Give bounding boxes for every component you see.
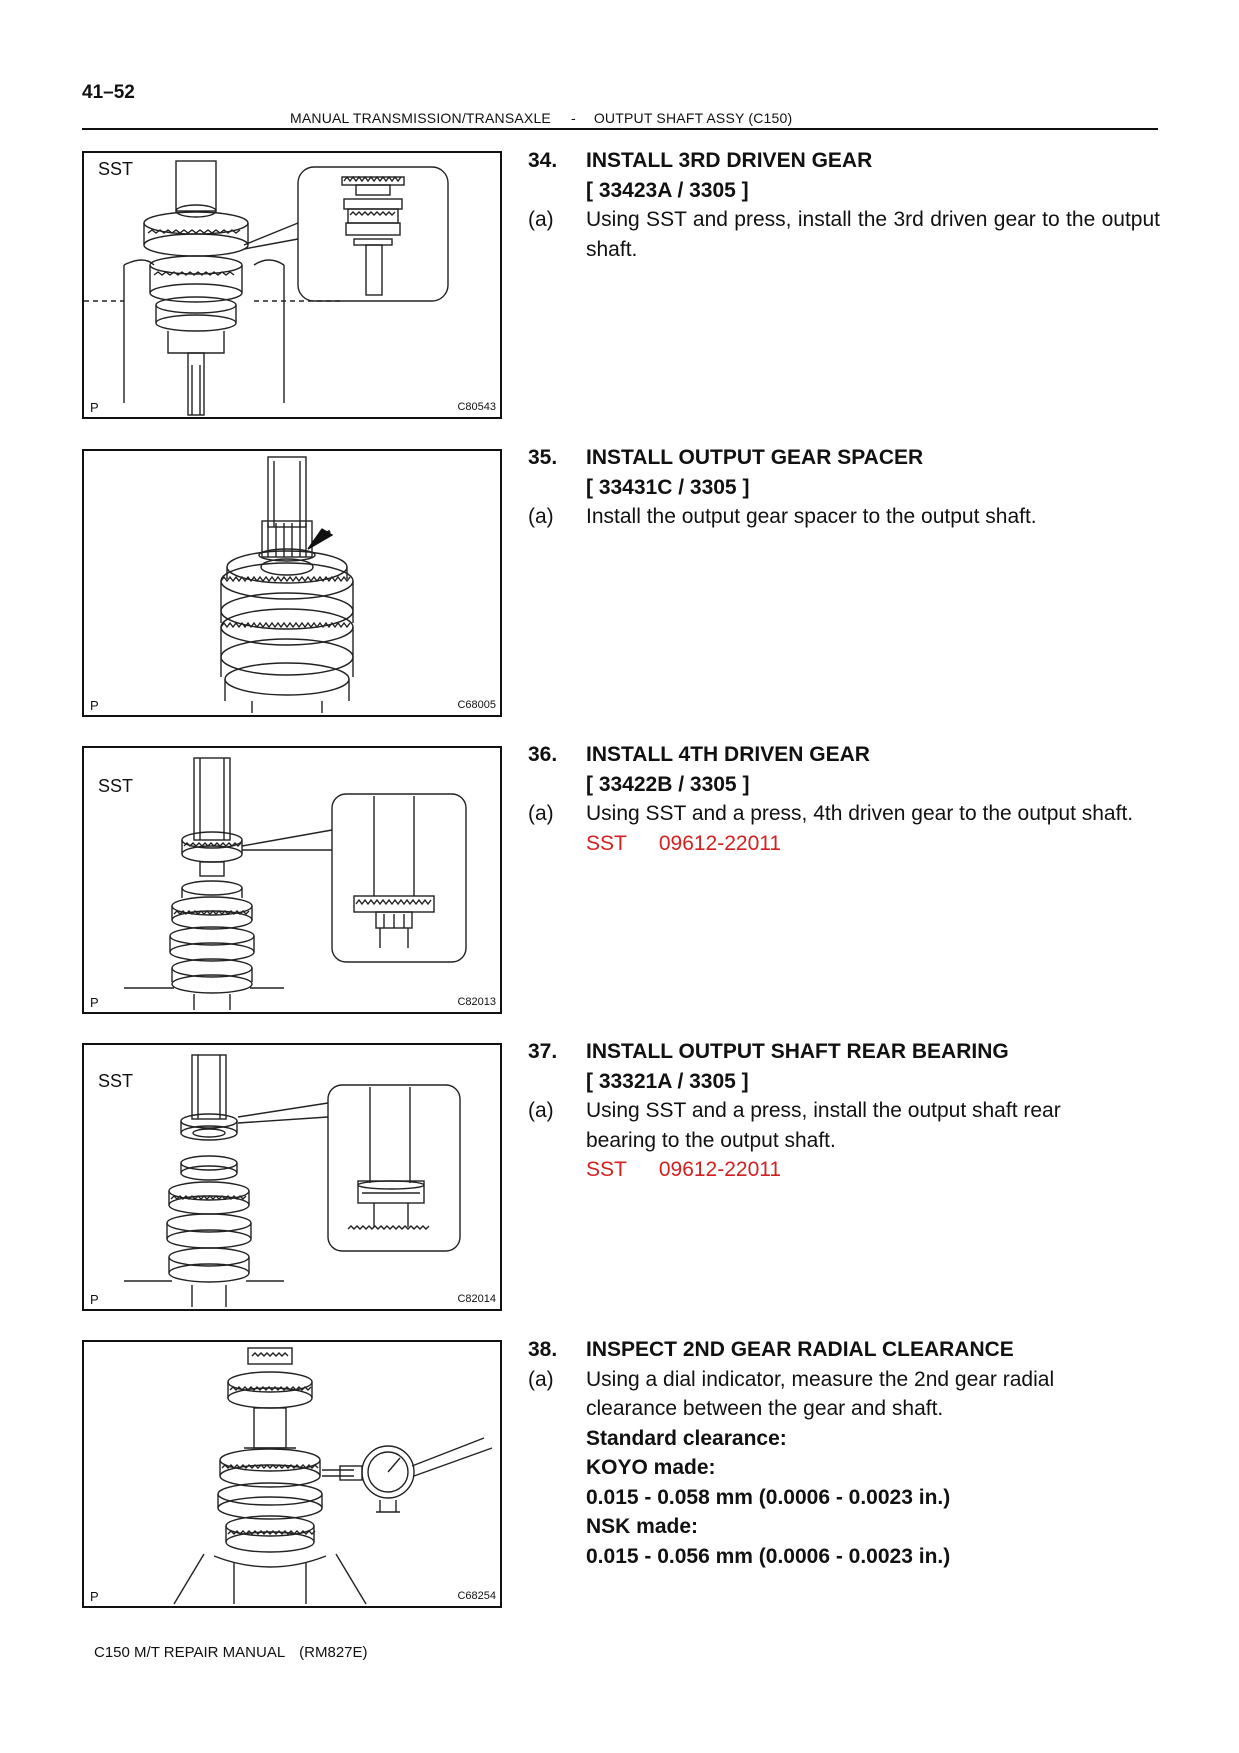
sub-text: Using SST and a press, 4th driven gear to the output shaft. (586, 802, 1134, 825)
figure-2nd-gear-clearance (82, 1340, 502, 1608)
spec-nsk-label: NSK made: (586, 1515, 699, 1538)
figure-rear-bearing (82, 1043, 502, 1311)
figure-code: C82014 (457, 1293, 496, 1305)
sub-letter: (a) (528, 802, 554, 825)
figure-4th-driven-gear (82, 746, 502, 1014)
sub-text: Install the output gear spacer to the output shaft. (586, 505, 1037, 528)
header-separator: - (570, 110, 576, 126)
step-number: 38. (528, 1338, 558, 1361)
step-title: INSTALL OUTPUT SHAFT REAR BEARING (586, 1040, 1009, 1063)
figure-code: C68005 (457, 699, 496, 711)
sst-reference (528, 829, 1160, 859)
figure-corner-label: P (90, 400, 99, 415)
sst-part-number: 09612-22011 (658, 1158, 782, 1181)
sub-letter: (a) (528, 1367, 554, 1391)
figure-corner-label: P (90, 995, 99, 1010)
step-36 (528, 740, 1160, 858)
page-footer (94, 1644, 368, 1661)
sst-callout: SST (98, 776, 134, 796)
sub-letter: (a) (528, 1099, 554, 1122)
step-37 (528, 1037, 1160, 1185)
sst-label: SST (586, 1158, 627, 1181)
page-header (290, 110, 792, 126)
step-number: 37. (528, 1040, 558, 1063)
step-ref: [ 33431C / 3305 ] (586, 475, 750, 499)
step-number: 34. (528, 149, 558, 172)
step-38 (528, 1335, 1160, 1571)
step-title: INSPECT 2ND GEAR RADIAL CLEARANCE (586, 1338, 1014, 1361)
sub-text: Using SST and press, install the 3rd driven gear to the output shaft. (586, 208, 1160, 261)
spec-koyo-label: KOYO made: (586, 1456, 716, 1479)
sst-part-number: 09612-22011 (658, 831, 782, 855)
sub-text: Using SST and a press, install the output shaft rear bearing to the output shaft. (586, 1099, 1061, 1152)
illustration-output-gear-spacer (84, 451, 500, 715)
step-number: 36. (528, 743, 558, 766)
figure-corner-label: P (90, 1292, 99, 1307)
footer-code: (RM827E) (299, 1644, 368, 1661)
illustration-4th-driven-gear (84, 748, 500, 1012)
header-subsection: OUTPUT SHAFT ASSY (C150) (593, 110, 793, 126)
sst-callout: SST (98, 1071, 134, 1091)
spec-nsk-value: 0.015 - 0.056 mm (0.0006 - 0.0023 in.) (586, 1544, 951, 1568)
sst-label: SST (586, 831, 627, 855)
figure-code: C80543 (457, 401, 496, 413)
figure-corner-label: P (90, 1589, 99, 1604)
figure-corner-label: P (90, 698, 99, 713)
step-34 (528, 146, 1160, 264)
illustration-3rd-driven-gear (84, 153, 500, 417)
step-title: INSTALL OUTPUT GEAR SPACER (586, 446, 924, 469)
header-rule (82, 128, 1158, 130)
spec-koyo-value: 0.015 - 0.058 mm (0.0006 - 0.0023 in.) (586, 1485, 951, 1509)
step-ref: [ 33321A / 3305 ] (586, 1069, 749, 1093)
page-number: 41–52 (82, 82, 135, 103)
illustration-rear-bearing (84, 1045, 500, 1309)
step-ref: [ 33422B / 3305 ] (586, 772, 750, 796)
figure-3rd-driven-gear (82, 151, 502, 419)
step-title: INSTALL 4TH DRIVEN GEAR (586, 743, 870, 766)
sub-letter: (a) (528, 505, 554, 528)
sub-text: Using a dial indicator, measure the 2nd gear radial clearance between the gear and shaft. (586, 1367, 1055, 1420)
sst-reference (528, 1155, 1160, 1185)
spec-heading: Standard clearance: (586, 1426, 787, 1450)
step-number: 35. (528, 446, 558, 469)
header-section: MANUAL TRANSMISSION/TRANSAXLE (290, 110, 551, 126)
illustration-2nd-gear-clearance (84, 1342, 500, 1606)
figure-output-gear-spacer (82, 449, 502, 717)
figure-code: C82013 (457, 996, 496, 1008)
sub-letter: (a) (528, 208, 554, 231)
sst-callout: SST (98, 159, 134, 179)
step-ref: [ 33423A / 3305 ] (586, 178, 749, 202)
step-title: INSTALL 3RD DRIVEN GEAR (586, 149, 873, 172)
step-35 (528, 443, 1160, 532)
footer-manual: C150 M/T REPAIR MANUAL (94, 1644, 286, 1661)
figure-code: C68254 (457, 1590, 496, 1602)
